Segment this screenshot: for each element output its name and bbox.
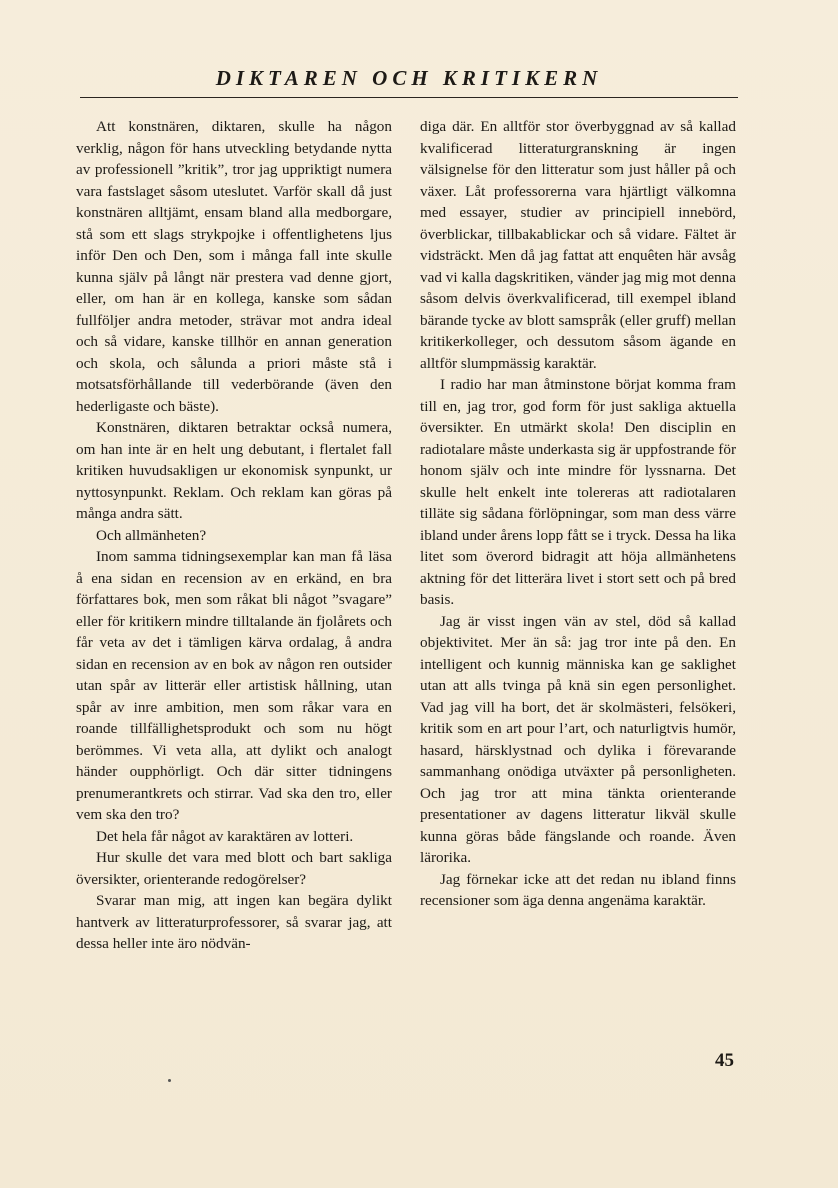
paragraph: I radio har man åtminstone börjat komma fram till en, jag tror, god form för just sakliga aktuella översikter. En utmärkt skola! Den disciplin en radiotalare måste underkasta sig är uppfostrande för honom själv och inte mindre för lyssnarna. Det skulle helt enkelt inte tolereras att radiotalaren tilläte sig sådana förlöpningar, som man dess värre ibland under årens lopp fått se i tryck. Dessa ha lika litet som överord bidragit att höja allmänhetens aktning för det litterära livet i stort sett och på bred basis. [420,376,736,608]
paragraph: Konstnären, diktaren betraktar också numera, om han inte är en helt ung debutant, i flertalet fall kritiken huvudsakligen ur ekonomisk synpunkt, ur nyttosynpunkt. Reklam. Och reklam kan göras på många andra sätt. [76,419,392,522]
left-column [76,116,392,955]
paragraph: Jag förnekar icke att det redan nu ibland finns recensioner som äga denna angenäma karaktär. [420,870,736,909]
paragraph: Och allmänheten? [96,526,207,544]
paragraph: Svarar man mig, att ingen kan begära dylikt hantverk av litteraturprofessorer, så svarar jag, att dessa heller inte äro nödvän- [76,892,392,952]
paragraph: Hur skulle det vara med blott och bart sakliga översikter, orienterande redogörelser? [76,849,392,888]
paragraph: Inom samma tidningsexemplar kan man få läsa å ena sidan en recension av en erkänd, en bra författares bok, men som råkat bli något ”svagare” eller för kritikern mindre tilltalande än fjolårets och får veta av det i tämligen kärva ordalag, å andra sidan en recension av en bok av någon ren outsider utan spår av litterär eller artistisk hållning, utan spår av inre ambition, men som råkar vara en roande tillfällighetsprodukt och som nu högt berömmes. Vi veta alla, att dylikt och analogt händer oupphörligt. Och där sitter tidningens prenumerantkrets och stirrar. Vad ska den tro, eller vem ska den tro? [76,548,392,823]
print-speck [168,1079,171,1082]
running-header: DIKTAREN OCH KRITIKERN [215,66,603,90]
paragraph: Jag är visst ingen vän av stel, död så kallad objektivitet. Mer än så: jag tror inte på den. En intelligent och kunnig människa kan ge saklighet utan att alls tvinga på knä sin egen personlighet. Vad jag vill ha bort, det är skolmästeri, felsökeri, kritik som en art pour l’art, och naturligtvis humör, hasard, härsklystnad och dylika i förevarande sammanhang onödiga utväxter på personligheten. Och jag tror att mina tänkta orienterande presentationer av dagens litteratur likväl skulle kunna göras både fängslande och roande. Även lärorika. [420,612,736,866]
paragraph: Det hela får något av karaktären av lotteri. [96,827,354,845]
page-number: 45 [715,1050,734,1071]
paragraph: Att konstnären, diktaren, skulle ha någon verklig, någon för hans utveckling betydande nytta av professionell ”kritik”, tror jag uppriktigt numera vara fastslaget såsom uteslutet. Varför skall då just konstnären alltjämt, ensam bland alla medborgare, stå som ett slags strykpojke i offentlighetens ljus inför Den och Den, som i många fall inte skulle kunna själv på långt när prestera vad denne gjort, eller, om han är en kollega, kanske som sådan fullföljer andra metoder, strävar mot andra ideal och så vidare, kanske tillhör en annan generation och skola, och sålunda a priori måste stå i motsatsförhållande till vederbörande (även den hederligaste och bäste). [76,118,392,415]
right-column [420,116,736,912]
header-rule [80,97,738,98]
paragraph-continued: diga där. En alltför stor överbyggnad av så kallad kvalificerad litteraturgranskning är ingen välsignelse för den litteratur som just håller på och växer. Låt professorerna vara hjärtligt välkomna med essayer, studier av principiell innebörd, överblickar, tillbakablickar och så vidare. Fältet är vidsträckt. Men då jag fattat att enquêten här avsåg vad vi kalla dagskritiken, vänder jag mig mot denna såsom delvis överkvalificerad, till exempel ibland bärande tycke av blott samspråk (eller gruff) mellan kritikerkolleger, och dessutom såsom ägande en alltför slumpmässig karaktär. [420,118,736,372]
